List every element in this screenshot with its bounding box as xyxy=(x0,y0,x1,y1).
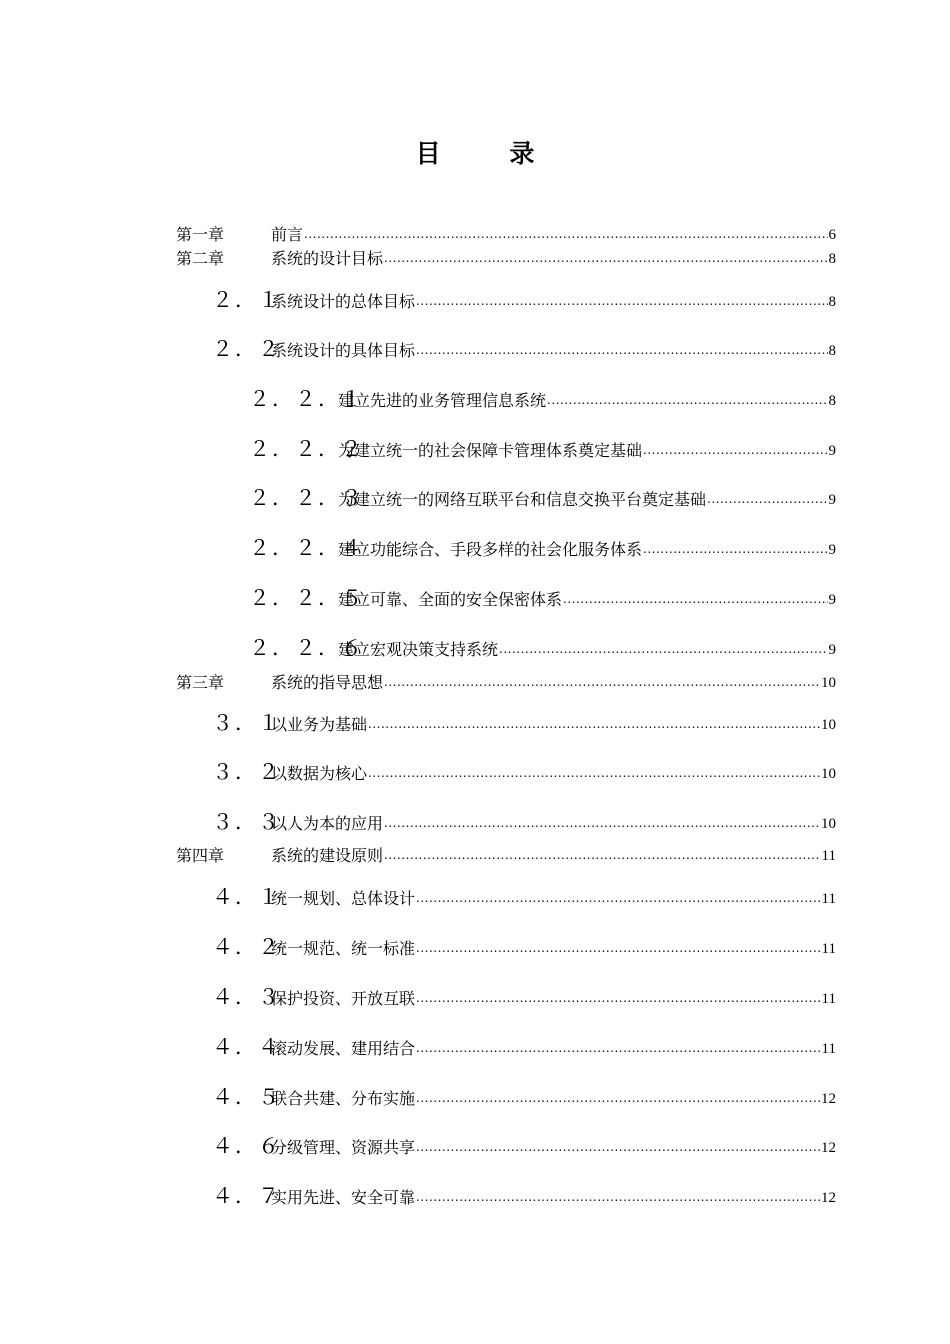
toc-leader-dots xyxy=(416,1189,820,1205)
toc-entry-page: 9 xyxy=(828,492,836,508)
toc-entry[interactable] xyxy=(176,711,836,735)
toc-entry-title: 分级管理、资源共享 xyxy=(271,1138,416,1157)
toc-entry-number: ２．２ xyxy=(212,337,281,361)
toc-entry-number: ４．２ xyxy=(212,935,281,959)
toc-entry-page: 11 xyxy=(821,991,836,1007)
toc-entry-number: ４．６ xyxy=(212,1134,281,1158)
toc-leader-dots xyxy=(499,641,827,657)
toc-entry-page: 9 xyxy=(828,542,836,558)
toc-entry-title: 系统设计的总体目标 xyxy=(271,292,416,311)
toc-entry-number: ２．２．２ xyxy=(249,437,364,461)
toc-entry[interactable] xyxy=(176,885,836,909)
toc-leader-dots xyxy=(416,342,827,358)
toc-entry[interactable] xyxy=(176,1134,836,1158)
toc-entry-page: 9 xyxy=(828,642,836,658)
toc-entry[interactable] xyxy=(176,1035,836,1059)
toc-entry-page: 6 xyxy=(828,227,836,243)
toc-entry-title: 系统设计的具体目标 xyxy=(271,341,416,360)
toc-entry-number: ２．１ xyxy=(212,288,281,312)
toc-entry-title: 建立宏观决策支持系统 xyxy=(338,640,499,659)
toc-entry-title: 为建立统一的网络互联平台和信息交换平台奠定基础 xyxy=(338,490,707,509)
toc-entry-number: ２．２．４ xyxy=(249,536,364,560)
toc-entry[interactable] xyxy=(176,223,836,245)
toc-entry-page: 8 xyxy=(828,343,836,359)
toc-entry-title: 系统的指导思想 xyxy=(271,673,384,692)
toc-entry-title: 建立可靠、全面的安全保密体系 xyxy=(338,590,563,609)
toc-entry-number: ２．２．３ xyxy=(249,486,364,510)
toc-leader-dots xyxy=(416,1090,820,1106)
toc-entry[interactable] xyxy=(176,844,836,866)
toc-entry[interactable] xyxy=(176,1184,836,1208)
toc-entry[interactable] xyxy=(176,935,836,959)
toc-entry-number: 第二章 xyxy=(176,249,225,268)
toc-leader-dots xyxy=(368,765,820,781)
toc-entry-page: 11 xyxy=(821,848,836,864)
toc-entry-title: 以数据为核心 xyxy=(271,764,368,783)
toc-entry-page: 8 xyxy=(828,251,836,267)
toc-entry-number: ４．３ xyxy=(212,985,281,1009)
toc-entry-title: 滚动发展、建用结合 xyxy=(271,1039,416,1058)
toc-leader-dots xyxy=(416,1040,821,1056)
toc-entry-page: 11 xyxy=(821,891,836,907)
toc-leader-dots xyxy=(643,541,827,557)
toc-entry-page: 11 xyxy=(821,1041,836,1057)
toc-entry-number: ２．２．６ xyxy=(249,636,364,660)
toc-leader-dots xyxy=(384,815,820,831)
toc-entry-number: 第四章 xyxy=(176,846,225,865)
toc-entry-page: 12 xyxy=(821,1140,836,1156)
toc-leader-dots xyxy=(416,890,821,906)
toc-entry-title: 以人为本的应用 xyxy=(271,814,384,833)
toc-entry-title: 为建立统一的社会保障卡管理体系奠定基础 xyxy=(338,441,643,460)
toc-entry-page: 10 xyxy=(821,766,836,782)
toc-entry-page: 10 xyxy=(821,816,836,832)
toc-entry[interactable] xyxy=(176,536,836,560)
toc-entry-number: ２．２．５ xyxy=(249,586,364,610)
toc-leader-dots xyxy=(707,491,827,507)
toc-entry-title: 建立先进的业务管理信息系统 xyxy=(338,391,547,410)
toc-leader-dots xyxy=(384,674,820,690)
toc-entry-page: 10 xyxy=(821,675,836,691)
toc-entry-title: 系统的设计目标 xyxy=(271,249,384,268)
toc-leader-dots xyxy=(416,293,827,309)
toc-entry-title: 系统的建设原则 xyxy=(271,846,384,865)
toc-entry-title: 以业务为基础 xyxy=(271,715,368,734)
toc-leader-dots xyxy=(547,392,827,408)
toc-entry-number: ４．４ xyxy=(212,1035,281,1059)
toc-entry-page: 12 xyxy=(821,1190,836,1206)
toc-leader-dots xyxy=(416,990,821,1006)
toc-entry-page: 8 xyxy=(828,294,836,310)
toc-entry-page: 9 xyxy=(828,443,836,459)
toc-entry[interactable] xyxy=(176,586,836,610)
toc-entry[interactable] xyxy=(176,810,836,834)
toc-leader-dots xyxy=(416,1139,820,1155)
toc-leader-dots xyxy=(643,442,827,458)
toc-entry[interactable] xyxy=(176,1085,836,1109)
toc-leader-dots xyxy=(416,940,821,956)
toc-entry-number: ４．１ xyxy=(212,885,281,909)
toc-entry[interactable] xyxy=(176,760,836,784)
toc-leader-dots xyxy=(563,591,827,607)
toc-entry-number: ３．３ xyxy=(212,810,281,834)
toc-entry[interactable] xyxy=(176,387,836,411)
toc-entry[interactable] xyxy=(176,671,836,693)
toc-entry-number: 第一章 xyxy=(176,225,225,244)
toc-leader-dots xyxy=(368,716,820,732)
toc-entry-title: 统一规范、统一标准 xyxy=(271,939,416,958)
toc-entry-number: ４．７ xyxy=(212,1184,281,1208)
toc-leader-dots xyxy=(384,250,827,266)
toc-leader-dots xyxy=(304,226,827,242)
toc-entry[interactable] xyxy=(176,437,836,461)
toc-entry[interactable] xyxy=(176,337,836,361)
toc-entry[interactable] xyxy=(176,288,836,312)
toc-entry-number: ２．２．１ xyxy=(249,387,364,411)
toc-title: 目 录 xyxy=(415,139,565,168)
toc-leader-dots xyxy=(384,847,821,863)
toc-entry-page: 9 xyxy=(828,592,836,608)
toc-entry[interactable] xyxy=(176,636,836,660)
toc-entry-number: ３．１ xyxy=(212,711,281,735)
toc-entry-page: 11 xyxy=(821,941,836,957)
toc-entry-page: 10 xyxy=(821,717,836,733)
toc-entry-title: 建立功能综合、手段多样的社会化服务体系 xyxy=(338,540,643,559)
toc-entry-number: ４．５ xyxy=(212,1085,281,1109)
toc-entry-title: 统一规划、总体设计 xyxy=(271,889,416,908)
toc-entry-title: 保护投资、开放互联 xyxy=(271,989,416,1008)
toc-entry[interactable] xyxy=(176,985,836,1009)
toc-entry[interactable] xyxy=(176,486,836,510)
toc-entry-number: ３．２ xyxy=(212,760,281,784)
toc-entry-title: 联合共建、分布实施 xyxy=(271,1089,416,1108)
toc-entry[interactable] xyxy=(176,247,836,269)
toc-entry-page: 8 xyxy=(828,393,836,409)
toc-entry-number: 第三章 xyxy=(176,673,225,692)
toc-entry-title: 前言 xyxy=(271,225,304,244)
toc-entry-page: 12 xyxy=(821,1091,836,1107)
toc-entry-title: 实用先进、安全可靠 xyxy=(271,1188,416,1207)
